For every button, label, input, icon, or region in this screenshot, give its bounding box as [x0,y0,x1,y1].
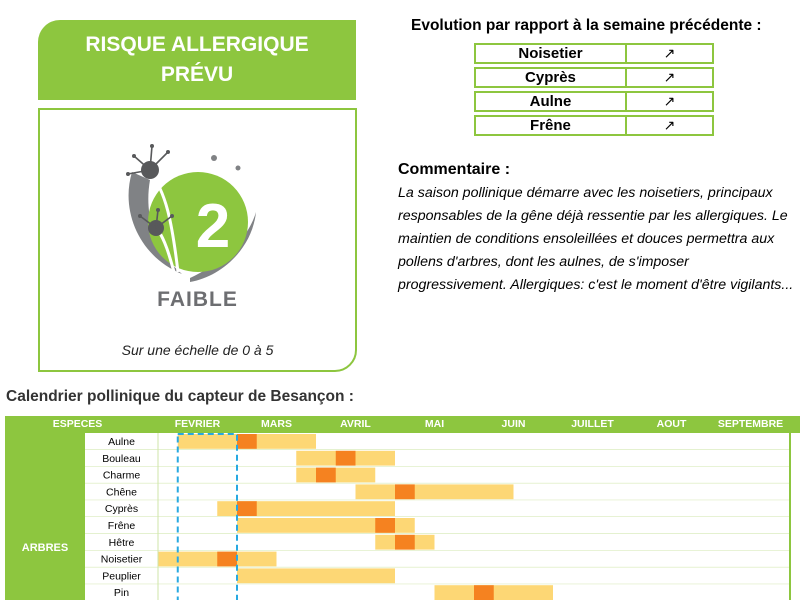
calendar-grid [5,416,800,600]
species-column-header: ESPECES [52,418,103,430]
species-label: Noisetier [100,553,143,566]
pollen-peak-cell [395,535,415,550]
pollen-calendar [5,416,800,600]
table-row [474,43,714,64]
species-name: Noisetier [474,43,625,64]
risk-level-label: FAIBLE [157,288,238,311]
pollen-peak-cell [217,552,237,567]
species-label: Aulne [108,436,135,448]
species-label: Peuplier [102,570,141,583]
table-row [474,67,714,88]
species-label: Pin [113,587,130,600]
species-name: Frêne [474,115,625,136]
evolution-table [474,40,714,139]
calendar-row [85,467,790,484]
pollen-season-bar [237,568,395,583]
month-header: AVRIL [340,418,371,430]
calendar-row [85,500,790,517]
month-header: SEPTEMBRE [717,418,784,430]
pollen-peak-cell [316,468,336,483]
species-name: Cyprès [474,67,625,88]
month-header: MAI [424,418,445,430]
trend-up-icon: ↗ [625,67,714,88]
species-label: Cyprès [104,503,139,516]
table-row [474,115,714,136]
species-label: Frêne [107,520,136,532]
month-header: FEVRIER [174,418,221,430]
calendar-row [85,517,790,534]
calendar-title: Calendrier pollinique du capteur de Besançon : [6,388,354,405]
evolution-title: Evolution par rapport à la semaine précédente : [411,17,762,34]
pollen-peak-cell [375,518,395,533]
risk-level: 2 [195,192,231,261]
trend-up-icon: ↗ [625,43,714,64]
pollen-peak-cell [395,484,415,499]
risk-box [38,108,357,372]
species-name: Aulne [474,91,625,112]
month-header: JUILLET [571,418,614,430]
species-label: Charme [102,469,141,482]
month-header: JUIN [501,418,526,430]
risk-title: RISQUE ALLERGIQUE PRÉVU [85,33,309,86]
group-label: ARBRES [21,542,69,554]
risk-header [38,20,356,100]
pollen-peak-cell [474,585,494,600]
comment-title: Commentaire : [398,161,511,178]
pollen-peak-cell [336,451,356,466]
species-label: Chêne [106,486,137,499]
trend-up-icon: ↗ [625,91,714,112]
pollen-peak-cell [237,434,257,449]
month-header: AOUT [656,418,687,430]
pollen-risk-icon [120,132,260,282]
pollen-peak-cell [237,501,257,516]
comment-text: La saison pollinique démarre avec les noisetiers, principaux responsables de la gêne déjà ressentie par les allergiques. Le maintien de conditions ensoleillées et douces permettra aux pollens d'arbres, dont les aulnes, de s'imposer progressivement. Allergiques: c'est le moment d'être vigilants... [398,185,794,293]
risk-scale-text: Sur une échelle de 0 à 5 [121,342,274,358]
species-label: Bouleau [102,452,141,465]
species-label: Hêtre [108,536,135,549]
month-header: MARS [261,418,292,430]
pollen-season-bar [356,484,514,499]
table-row [474,91,714,112]
calendar-row [85,450,790,467]
trend-up-icon: ↗ [625,115,714,136]
calendar-row [85,567,790,584]
calendar-row [85,534,790,551]
